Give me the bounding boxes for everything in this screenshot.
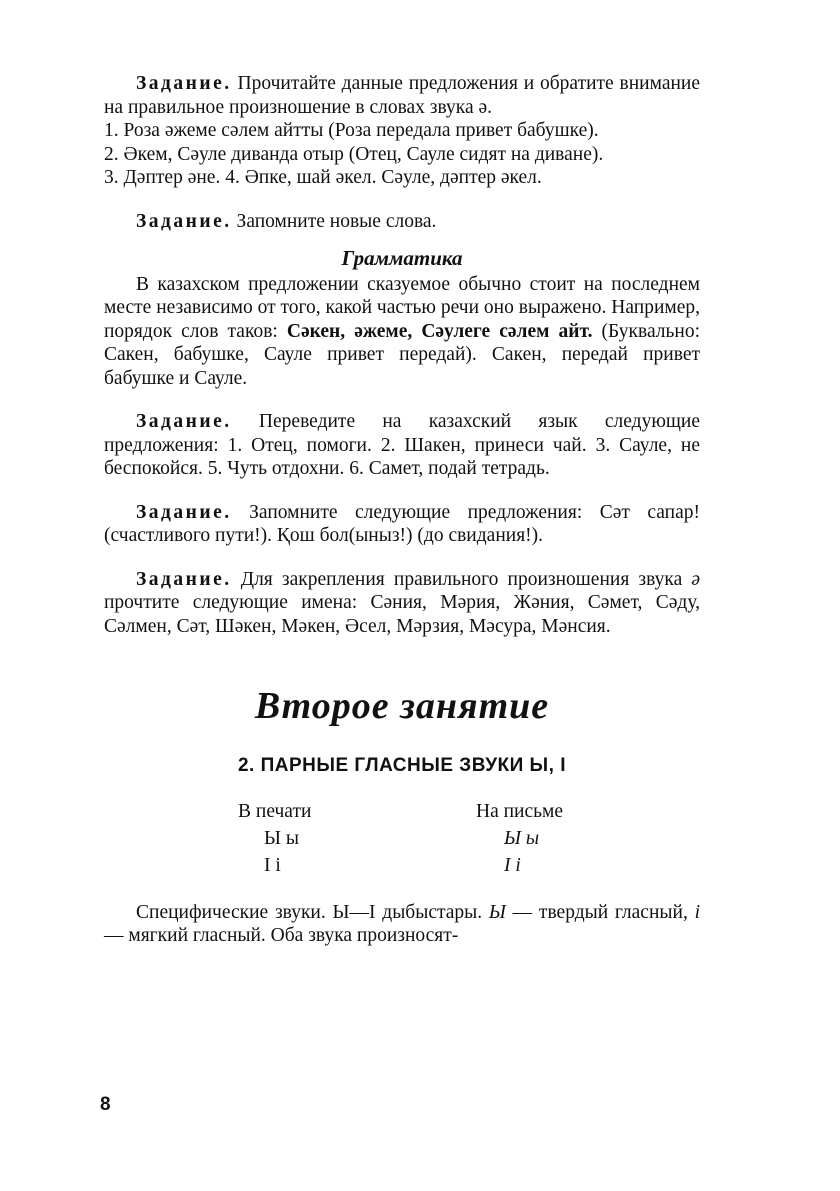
letters-table [238, 798, 563, 879]
final-paragraph [104, 901, 700, 948]
task-label: Задание. [136, 411, 232, 432]
task-label: Задание. [136, 210, 232, 232]
task-label: Задание. [136, 73, 232, 94]
print-header: В печати [238, 800, 312, 822]
script-letter: І і [504, 854, 521, 876]
final-text-1: Специфические звуки. Ы—І дыбыстары. [136, 901, 489, 923]
print-letter: Ы ы [264, 827, 299, 849]
print-letter: І і [264, 854, 281, 876]
task-label: Задание. [136, 501, 232, 523]
task4-paragraph [104, 501, 700, 548]
task5-letter: ә [691, 568, 700, 590]
page-number: 8 [100, 1094, 111, 1115]
task2-text: Запомните новые слова. [231, 210, 437, 232]
task2-paragraph [104, 210, 700, 234]
task5-text-after: прочтите следующие имена: Сәния, Мәрия, Жәния, Сәмет, Сәду, Сәлмен, Сәт, Шәкен, Мәкен, Әсел, Мәрзия, Мәсура, Мәнсия. [104, 592, 700, 637]
table-row [238, 798, 563, 825]
task3-text: Переведите на казахский язык следующие предложения: 1. Отец, помоги. 2. Шакен, принеси чай. 3. Сауле, не беспокойся. 5. Чуть отдохни. 6. Самет, подай тетрадь. [104, 411, 700, 479]
task1-text: Прочитайте данные предложения и обратите внимание на правильное произношение в словах звука ә. [104, 73, 700, 118]
task1-sentence-3: 3. Дәптер әне. 4. Әпке, шай әкел. Сәуле, дәптер әкел. [104, 167, 542, 188]
grammar-paragraph [104, 273, 700, 391]
task1-sentence-2: 2. Әкем, Сәуле диванда отыр (Отец, Сауле сидят на диване). [104, 143, 604, 165]
task-label: Задание. [136, 568, 232, 590]
page-content [104, 72, 700, 948]
final-text-3: — мягкий гласный. Оба звука произносят- [104, 925, 459, 946]
grammar-example: Сәкен, әжеме, Сәулеге сәлем айт. [286, 320, 593, 342]
script-header: На письме [476, 800, 564, 822]
grammar-text-after: (Буквально: Сакен, бабушке, Сауле привет передай). Сакен, передай привет бабушке и Сауле. [104, 320, 700, 389]
grammar-text-before: В казахском предложении сказуемое обычно стоит на последнем месте независимо от того, какой частью речи оно выражено. Например, порядок слов таков: [104, 273, 700, 342]
final-letter-1: Ы [488, 901, 506, 923]
table-row [238, 852, 563, 879]
final-letter-2: і [694, 901, 701, 923]
task1-paragraph [104, 72, 700, 119]
task5-text-before: Для закрепления правильного произношения звука [231, 568, 692, 590]
table-row [238, 825, 563, 852]
task4-text: Запомните следующие предложения: Сәт сапар! (счастливого пути!). Қош бол(ыныз!) (до свидания!). [104, 501, 700, 546]
final-text-2: — твердый гласный, [505, 901, 695, 923]
section-heading: 2. ПАРНЫЕ ГЛАСНЫЕ ЗВУКИ Ы, І [237, 755, 566, 776]
task1-sentence-1: 1. Роза әжеме сәлем айтты (Роза передала привет бабушке). [104, 120, 599, 141]
script-letter: Ы ы [504, 827, 540, 849]
grammar-heading: Грамматика [341, 246, 463, 270]
task5-paragraph [104, 568, 700, 639]
task3-paragraph [104, 410, 700, 481]
lesson-title: Второе занятие [254, 685, 550, 727]
